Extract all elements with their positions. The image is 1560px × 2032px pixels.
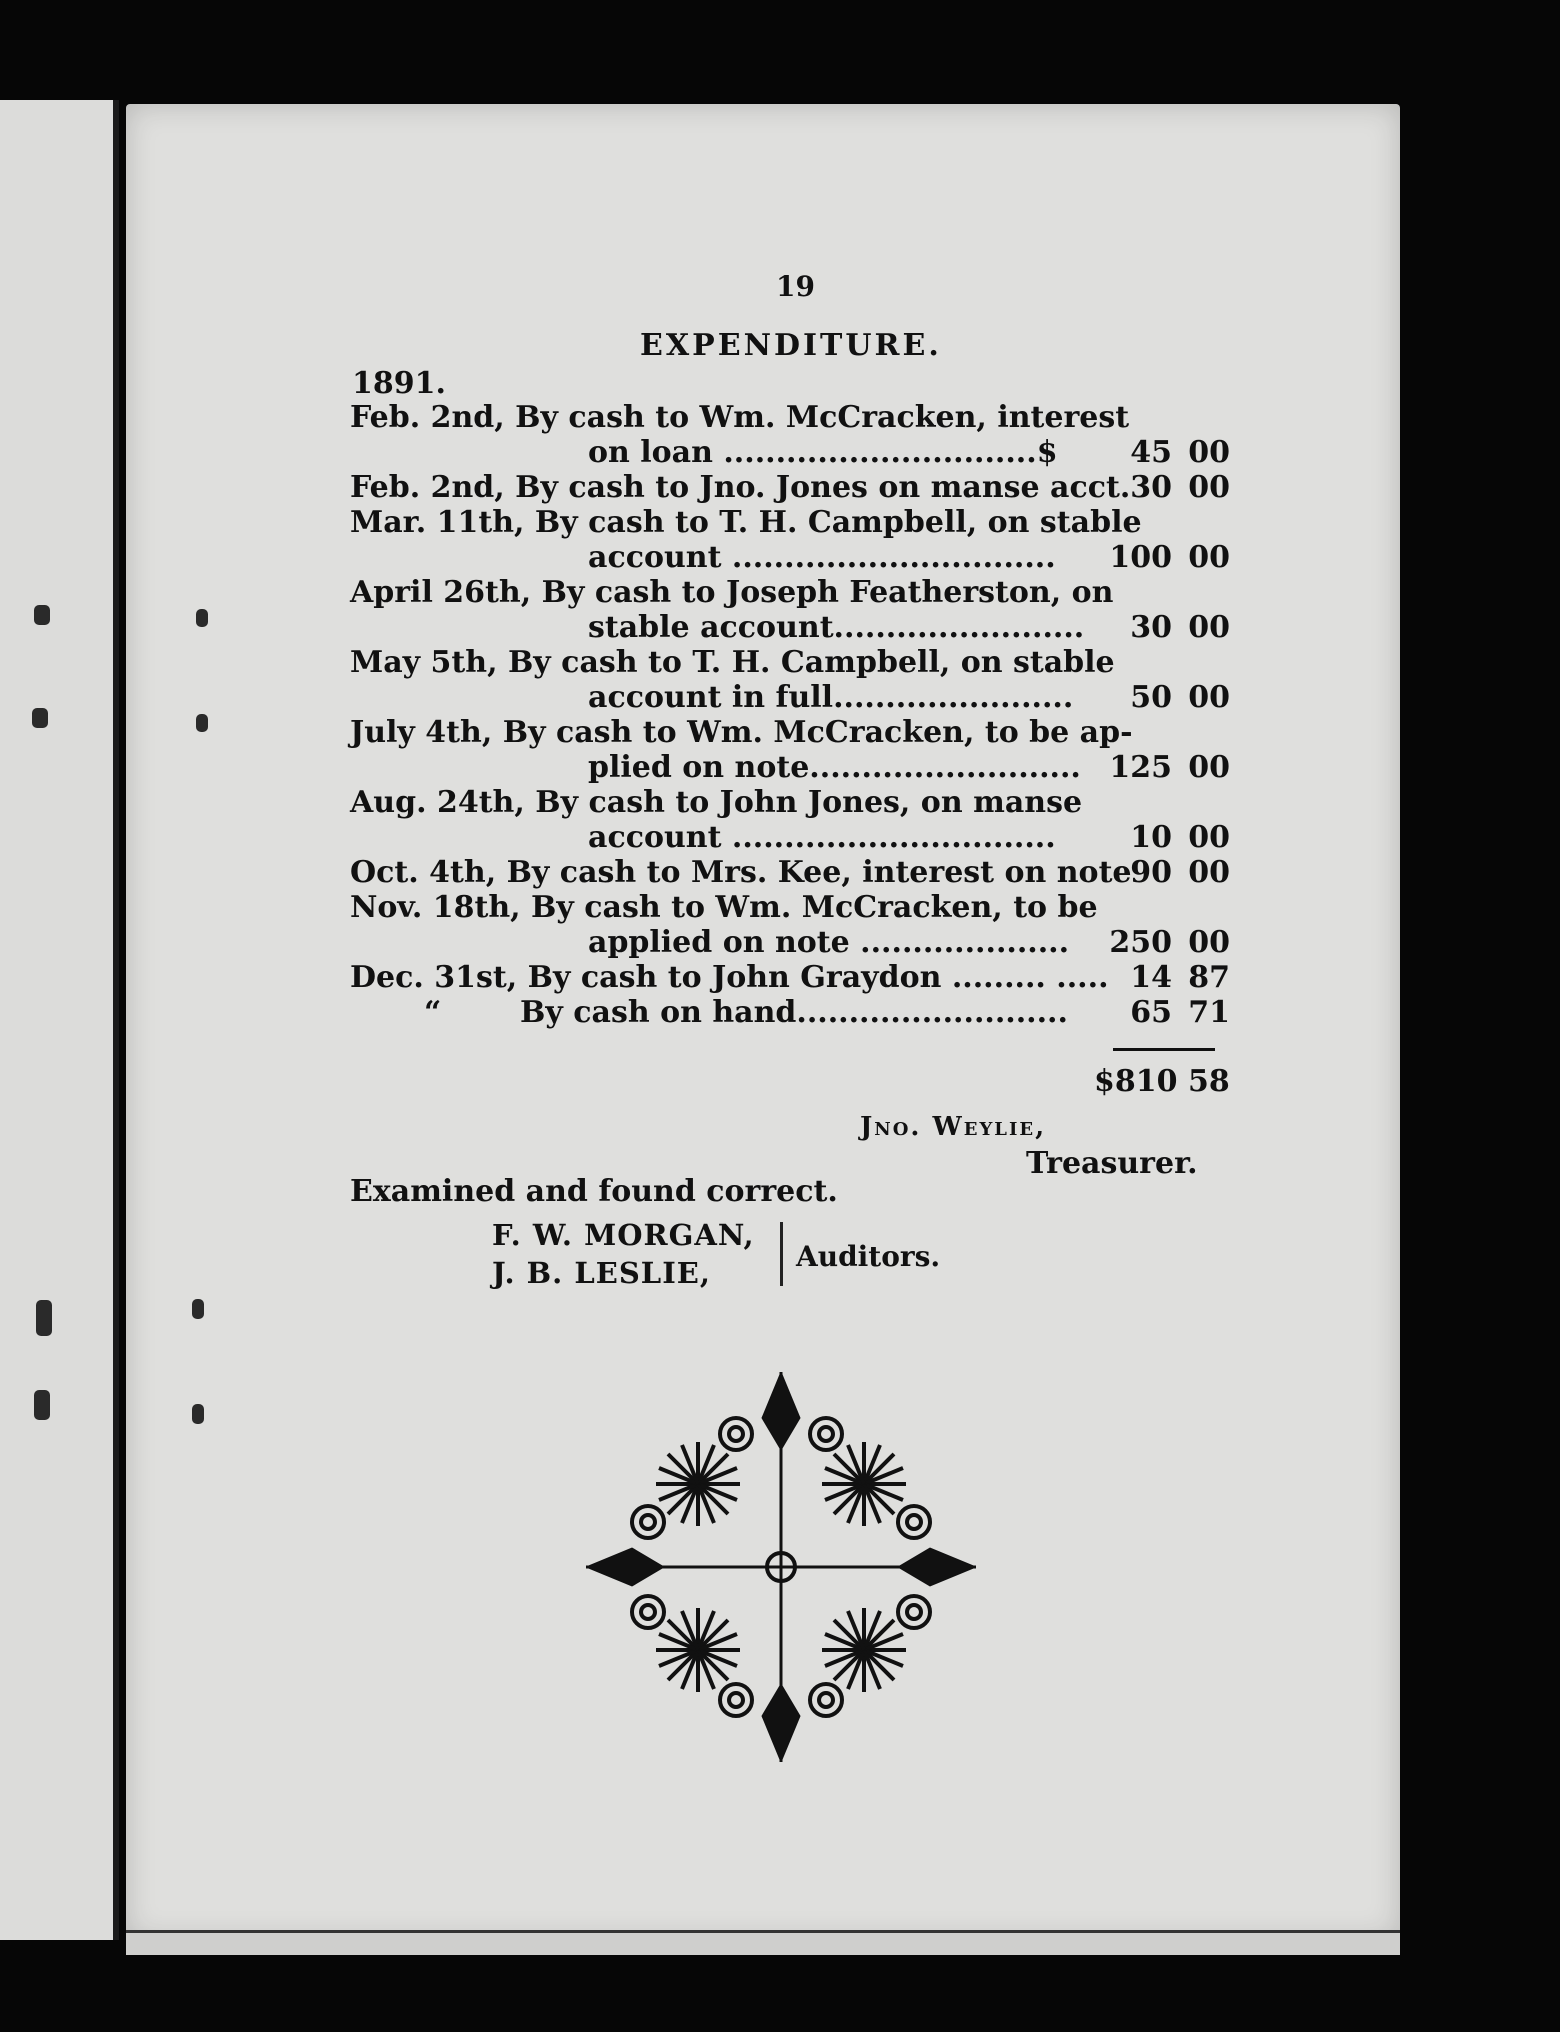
entry-dollars: 10: [1130, 820, 1172, 855]
entry-cents: 00: [1188, 820, 1230, 855]
ditto-mark: “: [424, 995, 442, 1030]
page-stack-edge: [126, 1930, 1400, 1955]
entry-description: Oct. 4th, By cash to Mrs. Kee, interest on note: [350, 855, 1132, 890]
facing-page-edge: [0, 100, 119, 1940]
entry-description: Aug. 24th, By cash to John Jones, on manse: [350, 785, 1083, 820]
ledger-line: [350, 960, 1230, 995]
entry-cents: 00: [1188, 470, 1230, 505]
entry-description: plied on note..........................: [588, 750, 1081, 785]
entry-cents: 00: [1188, 680, 1230, 715]
ledger-line: [350, 890, 1230, 925]
ledger-line: [350, 750, 1230, 785]
auditors-label: Auditors.: [796, 1240, 941, 1273]
examined-statement: Examined and found correct.: [350, 1174, 838, 1209]
entry-dollars: 50: [1130, 680, 1172, 715]
treasurer-name: Jno. Weylie,: [860, 1112, 1047, 1142]
entry-cents: 00: [1188, 750, 1230, 785]
entry-cents: 00: [1188, 435, 1230, 470]
ink-speck: [32, 708, 48, 728]
entry-description: Feb. 2nd, By cash to Wm. McCracken, interest: [350, 400, 1130, 435]
ledger-line: [350, 715, 1230, 750]
entry-description: Nov. 18th, By cash to Wm. McCracken, to be: [350, 890, 1098, 925]
year-label: 1891.: [352, 366, 446, 401]
page-number: 19: [776, 270, 815, 303]
entry-description: account ...............................: [588, 820, 1056, 855]
entry-dollars: 45: [1130, 435, 1172, 470]
entry-description: May 5th, By cash to T. H. Campbell, on stable: [350, 645, 1115, 680]
entry-dollars: 30: [1130, 610, 1172, 645]
entry-description: account in full.......................: [588, 680, 1074, 715]
section-heading: EXPENDITURE.: [640, 328, 942, 363]
decorative-ornament: [586, 1372, 976, 1762]
entry-dollars: 100: [1109, 540, 1172, 575]
entry-dollars: 250: [1109, 925, 1172, 960]
ink-speck: [34, 605, 50, 625]
ledger-line: [350, 925, 1230, 960]
entry-description: on loan ..............................$: [588, 435, 1058, 470]
entry-description: applied on note ....................: [588, 925, 1070, 960]
ink-speck: [192, 1299, 204, 1319]
ledger-line: [350, 575, 1230, 610]
grand-total: $810 58: [1094, 1064, 1230, 1099]
entry-description: July 4th, By cash to Wm. McCracken, to be ap-: [350, 715, 1133, 750]
ledger-line: [350, 540, 1230, 575]
entry-description: April 26th, By cash to Joseph Featherston, on: [350, 575, 1114, 610]
ledger-line: [350, 505, 1230, 540]
ink-speck: [196, 609, 208, 627]
treasurer-title: Treasurer.: [1026, 1146, 1198, 1181]
entry-cents: 00: [1188, 610, 1230, 645]
entry-description: stable account........................: [588, 610, 1085, 645]
entry-cents: 71: [1188, 995, 1230, 1030]
ledger-line: [350, 400, 1230, 435]
auditor-name: F. W. MORGAN,: [492, 1218, 755, 1252]
ledger-line: [350, 820, 1230, 855]
ink-speck: [34, 1390, 50, 1420]
ledger-line: [350, 435, 1230, 470]
entry-dollars: 90: [1130, 855, 1172, 890]
expenditure-ledger: [350, 400, 1230, 1030]
entry-description: Feb. 2nd, By cash to Jno. Jones on manse acct.: [350, 470, 1131, 505]
total-rule: [1113, 1048, 1215, 1051]
entry-dollars: 65: [1130, 995, 1172, 1030]
entry-description: By cash on hand..........................: [520, 995, 1068, 1030]
entry-cents: 00: [1188, 540, 1230, 575]
auditor-brace: [780, 1222, 783, 1286]
ink-speck: [36, 1300, 52, 1336]
entry-dollars: 14: [1130, 960, 1172, 995]
entry-cents: 00: [1188, 925, 1230, 960]
ledger-line: [350, 680, 1230, 715]
entry-description: Dec. 31st, By cash to John Graydon ......... .....: [350, 960, 1109, 995]
entry-cents: 87: [1188, 960, 1230, 995]
ledger-line: [350, 610, 1230, 645]
ledger-line: [350, 995, 1230, 1030]
entry-description: account ...............................: [588, 540, 1056, 575]
ink-speck: [192, 1404, 204, 1424]
entry-description: Mar. 11th, By cash to T. H. Campbell, on stable: [350, 505, 1142, 540]
auditor-name: J. B. LESLIE,: [492, 1256, 711, 1290]
entry-dollars: 125: [1109, 750, 1172, 785]
ledger-line: [350, 470, 1230, 505]
ledger-line: [350, 785, 1230, 820]
entry-cents: 00: [1188, 855, 1230, 890]
ledger-line: [350, 855, 1230, 890]
ledger-line: [350, 645, 1230, 680]
entry-dollars: 30: [1130, 470, 1172, 505]
ink-speck: [196, 714, 208, 732]
